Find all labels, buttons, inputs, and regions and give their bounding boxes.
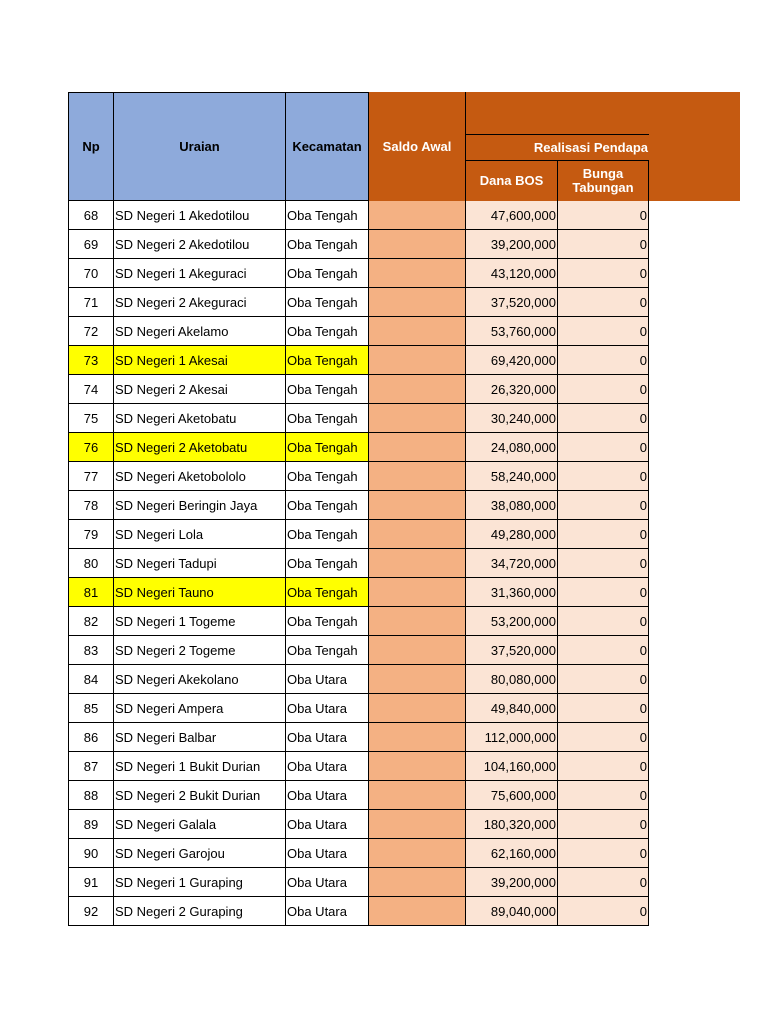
cell-bunga-tabungan[interactable]: 0 xyxy=(557,433,649,462)
cell-saldo-awal[interactable] xyxy=(368,520,465,549)
cell-dana-bos[interactable]: 39,200,000 xyxy=(465,230,557,259)
cell-bunga-tabungan[interactable]: 0 xyxy=(557,723,649,752)
cell-bunga-tabungan[interactable]: 0 xyxy=(557,201,649,230)
cell-bunga-tabungan[interactable]: 0 xyxy=(557,491,649,520)
table-row xyxy=(68,752,648,781)
cell-kecamatan[interactable]: Oba Tengah xyxy=(285,317,368,346)
cell-saldo-awal[interactable] xyxy=(368,375,465,404)
table-row xyxy=(68,723,648,752)
header-uraian[interactable]: Uraian xyxy=(113,92,285,201)
cell-dana-bos[interactable]: 26,320,000 xyxy=(465,375,557,404)
cell-no[interactable]: 73 xyxy=(68,346,113,375)
cell-saldo-awal[interactable] xyxy=(368,868,465,897)
cell-no[interactable]: 82 xyxy=(68,607,113,636)
cell-uraian[interactable]: SD Negeri 1 Akedotilou xyxy=(113,201,285,230)
table-row xyxy=(68,404,648,433)
cell-saldo-awal[interactable] xyxy=(368,433,465,462)
cell-uraian[interactable]: SD Negeri Tauno xyxy=(113,578,285,607)
cell-kecamatan[interactable]: Oba Utara xyxy=(285,752,368,781)
cell-dana-bos[interactable]: 49,840,000 xyxy=(465,694,557,723)
cell-kecamatan[interactable]: Oba Utara xyxy=(285,810,368,839)
header-no[interactable]: Np xyxy=(68,92,113,201)
cell-dana-bos[interactable]: 31,360,000 xyxy=(465,578,557,607)
cell-uraian[interactable]: SD Negeri Tadupi xyxy=(113,549,285,578)
cell-uraian[interactable]: SD Negeri 2 Akedotilou xyxy=(113,230,285,259)
table-row xyxy=(68,259,648,288)
cell-kecamatan[interactable]: Oba Tengah xyxy=(285,549,368,578)
cell-dana-bos[interactable]: 34,720,000 xyxy=(465,549,557,578)
cell-kecamatan[interactable]: Oba Utara xyxy=(285,723,368,752)
cell-bunga-tabungan[interactable]: 0 xyxy=(557,288,649,317)
cell-bunga-tabungan[interactable]: 0 xyxy=(557,665,649,694)
cell-dana-bos[interactable]: 39,200,000 xyxy=(465,868,557,897)
cell-bunga-tabungan[interactable]: 0 xyxy=(557,607,649,636)
cell-no[interactable]: 83 xyxy=(68,636,113,665)
cell-kecamatan[interactable]: Oba Tengah xyxy=(285,259,368,288)
cell-bunga-tabungan[interactable]: 0 xyxy=(557,317,649,346)
cell-bunga-tabungan[interactable]: 0 xyxy=(557,694,649,723)
cell-uraian[interactable]: SD Negeri 2 Akeguraci xyxy=(113,288,285,317)
cell-dana-bos[interactable]: 38,080,000 xyxy=(465,491,557,520)
cell-no[interactable]: 75 xyxy=(68,404,113,433)
cell-saldo-awal[interactable] xyxy=(368,897,465,926)
cell-dana-bos[interactable]: 24,080,000 xyxy=(465,433,557,462)
header-dana-bos[interactable]: Dana BOS xyxy=(465,160,557,201)
cell-saldo-awal[interactable] xyxy=(368,781,465,810)
cell-dana-bos[interactable]: 80,080,000 xyxy=(465,665,557,694)
cell-no[interactable]: 76 xyxy=(68,433,113,462)
cell-uraian[interactable]: SD Negeri 1 Guraping xyxy=(113,868,285,897)
cell-kecamatan[interactable]: Oba Tengah xyxy=(285,288,368,317)
table-row xyxy=(68,317,648,346)
cell-uraian[interactable]: SD Negeri 2 Aketobatu xyxy=(113,433,285,462)
cell-no[interactable]: 79 xyxy=(68,520,113,549)
table-row xyxy=(68,636,648,665)
table-row xyxy=(68,694,648,723)
cell-dana-bos[interactable]: 49,280,000 xyxy=(465,520,557,549)
cell-kecamatan[interactable]: Oba Tengah xyxy=(285,230,368,259)
cell-bunga-tabungan[interactable]: 0 xyxy=(557,897,649,926)
table-row xyxy=(68,549,648,578)
cell-uraian[interactable]: SD Negeri Garojou xyxy=(113,839,285,868)
cell-kecamatan[interactable]: Oba Tengah xyxy=(285,578,368,607)
table-row xyxy=(68,781,648,810)
cell-no[interactable]: 71 xyxy=(68,288,113,317)
cell-dana-bos[interactable]: 75,600,000 xyxy=(465,781,557,810)
table-row xyxy=(68,810,648,839)
cell-no[interactable]: 90 xyxy=(68,839,113,868)
cell-uraian[interactable]: SD Negeri Ampera xyxy=(113,694,285,723)
cell-kecamatan[interactable]: Oba Tengah xyxy=(285,346,368,375)
cell-no[interactable]: 85 xyxy=(68,694,113,723)
cell-no[interactable]: 70 xyxy=(68,259,113,288)
table-row xyxy=(68,346,648,375)
cell-saldo-awal[interactable] xyxy=(368,201,465,230)
cell-kecamatan[interactable]: Oba Tengah xyxy=(285,462,368,491)
cell-saldo-awal[interactable] xyxy=(368,230,465,259)
cell-uraian[interactable]: SD Negeri 1 Akesai xyxy=(113,346,285,375)
cell-kecamatan[interactable]: Oba Utara xyxy=(285,694,368,723)
cell-uraian[interactable]: SD Negeri Akelamo xyxy=(113,317,285,346)
cell-uraian[interactable]: SD Negeri 1 Akeguraci xyxy=(113,259,285,288)
table-row xyxy=(68,520,648,549)
table-row xyxy=(68,375,648,404)
cell-saldo-awal[interactable] xyxy=(368,578,465,607)
table-row xyxy=(68,578,648,607)
cell-bunga-tabungan[interactable]: 0 xyxy=(557,781,649,810)
cell-dana-bos[interactable]: 58,240,000 xyxy=(465,462,557,491)
cell-saldo-awal[interactable] xyxy=(368,752,465,781)
cell-bunga-tabungan[interactable]: 0 xyxy=(557,259,649,288)
cell-kecamatan[interactable]: Oba Utara xyxy=(285,665,368,694)
cell-dana-bos[interactable]: 37,520,000 xyxy=(465,288,557,317)
cell-uraian[interactable]: SD Negeri 2 Akesai xyxy=(113,375,285,404)
cell-kecamatan[interactable]: Oba Tengah xyxy=(285,201,368,230)
cell-bunga-tabungan[interactable]: 0 xyxy=(557,346,649,375)
cell-kecamatan[interactable]: Oba Tengah xyxy=(285,607,368,636)
cell-uraian[interactable]: SD Negeri 2 Guraping xyxy=(113,897,285,926)
cell-kecamatan[interactable]: Oba Utara xyxy=(285,781,368,810)
cell-bunga-tabungan[interactable]: 0 xyxy=(557,375,649,404)
cell-saldo-awal[interactable] xyxy=(368,810,465,839)
cell-saldo-awal[interactable] xyxy=(368,607,465,636)
header-saldo-awal[interactable]: Saldo Awal xyxy=(368,92,465,201)
cell-kecamatan[interactable]: Oba Tengah xyxy=(285,375,368,404)
cell-no[interactable]: 80 xyxy=(68,549,113,578)
cell-uraian[interactable]: SD Negeri Aketobatu xyxy=(113,404,285,433)
cell-saldo-awal[interactable] xyxy=(368,665,465,694)
cell-no[interactable]: 74 xyxy=(68,375,113,404)
cell-no[interactable]: 81 xyxy=(68,578,113,607)
cell-kecamatan[interactable]: Oba Utara xyxy=(285,839,368,868)
cell-uraian[interactable]: SD Negeri Akekolano xyxy=(113,665,285,694)
cell-kecamatan[interactable]: Oba Tengah xyxy=(285,520,368,549)
cell-saldo-awal[interactable] xyxy=(368,491,465,520)
cell-uraian[interactable]: SD Negeri 1 Togeme xyxy=(113,607,285,636)
cell-dana-bos[interactable]: 53,200,000 xyxy=(465,607,557,636)
cell-no[interactable]: 92 xyxy=(68,897,113,926)
cell-saldo-awal[interactable] xyxy=(368,839,465,868)
cell-bunga-tabungan[interactable]: 0 xyxy=(557,520,649,549)
cell-no[interactable]: 84 xyxy=(68,665,113,694)
table-row xyxy=(68,433,648,462)
table-row xyxy=(68,665,648,694)
cell-saldo-awal[interactable] xyxy=(368,636,465,665)
cell-dana-bos[interactable]: 112,000,000 xyxy=(465,723,557,752)
cell-dana-bos[interactable]: 69,420,000 xyxy=(465,346,557,375)
header-bunga-tabungan[interactable]: Bunga Tabungan xyxy=(557,160,649,201)
cell-bunga-tabungan[interactable]: 0 xyxy=(557,549,649,578)
header-group-realisasi[interactable]: Realisasi Pendapa xyxy=(465,134,649,160)
cell-uraian[interactable]: SD Negeri 2 Togeme xyxy=(113,636,285,665)
cell-uraian[interactable]: SD Negeri 1 Bukit Durian xyxy=(113,752,285,781)
table-row xyxy=(68,491,648,520)
cell-bunga-tabungan[interactable]: 0 xyxy=(557,404,649,433)
header-extension xyxy=(649,134,740,201)
cell-bunga-tabungan[interactable]: 0 xyxy=(557,810,649,839)
cell-no[interactable]: 69 xyxy=(68,230,113,259)
header-top-band xyxy=(465,92,740,134)
cell-no[interactable]: 88 xyxy=(68,781,113,810)
cell-no[interactable]: 68 xyxy=(68,201,113,230)
cell-bunga-tabungan[interactable]: 0 xyxy=(557,839,649,868)
table-row xyxy=(68,868,648,897)
cell-bunga-tabungan[interactable]: 0 xyxy=(557,462,649,491)
cell-no[interactable]: 87 xyxy=(68,752,113,781)
cell-no[interactable]: 77 xyxy=(68,462,113,491)
header-kecamatan[interactable]: Kecamatan xyxy=(285,92,368,201)
cell-bunga-tabungan[interactable]: 0 xyxy=(557,868,649,897)
cell-saldo-awal[interactable] xyxy=(368,288,465,317)
table-row xyxy=(68,607,648,636)
cell-no[interactable]: 89 xyxy=(68,810,113,839)
table-row xyxy=(68,897,648,926)
cell-saldo-awal[interactable] xyxy=(368,462,465,491)
cell-no[interactable]: 78 xyxy=(68,491,113,520)
cell-dana-bos[interactable]: 180,320,000 xyxy=(465,810,557,839)
cell-dana-bos[interactable]: 104,160,000 xyxy=(465,752,557,781)
cell-uraian[interactable]: SD Negeri Galala xyxy=(113,810,285,839)
cell-uraian[interactable]: SD Negeri Lola xyxy=(113,520,285,549)
cell-uraian[interactable]: SD Negeri Balbar xyxy=(113,723,285,752)
cell-saldo-awal[interactable] xyxy=(368,723,465,752)
cell-saldo-awal[interactable] xyxy=(368,259,465,288)
table-row xyxy=(68,230,648,259)
cell-dana-bos[interactable]: 37,520,000 xyxy=(465,636,557,665)
cell-kecamatan[interactable]: Oba Utara xyxy=(285,897,368,926)
table-row xyxy=(68,288,648,317)
cell-no[interactable]: 72 xyxy=(68,317,113,346)
table-row xyxy=(68,462,648,491)
cell-bunga-tabungan[interactable]: 0 xyxy=(557,636,649,665)
cell-dana-bos[interactable]: 62,160,000 xyxy=(465,839,557,868)
cell-dana-bos[interactable]: 47,600,000 xyxy=(465,201,557,230)
cell-dana-bos[interactable]: 89,040,000 xyxy=(465,897,557,926)
cell-saldo-awal[interactable] xyxy=(368,694,465,723)
table-row xyxy=(68,201,648,230)
cell-kecamatan[interactable]: Oba Tengah xyxy=(285,404,368,433)
cell-dana-bos[interactable]: 43,120,000 xyxy=(465,259,557,288)
cell-kecamatan[interactable]: Oba Tengah xyxy=(285,636,368,665)
cell-bunga-tabungan[interactable]: 0 xyxy=(557,752,649,781)
cell-dana-bos[interactable]: 30,240,000 xyxy=(465,404,557,433)
cell-bunga-tabungan[interactable]: 0 xyxy=(557,578,649,607)
cell-saldo-awal[interactable] xyxy=(368,549,465,578)
cell-no[interactable]: 86 xyxy=(68,723,113,752)
table-row xyxy=(68,839,648,868)
cell-dana-bos[interactable]: 53,760,000 xyxy=(465,317,557,346)
cell-uraian[interactable]: SD Negeri 2 Bukit Durian xyxy=(113,781,285,810)
cell-saldo-awal[interactable] xyxy=(368,317,465,346)
cell-saldo-awal[interactable] xyxy=(368,404,465,433)
cell-uraian[interactable]: SD Negeri Aketobololo xyxy=(113,462,285,491)
cell-kecamatan[interactable]: Oba Utara xyxy=(285,868,368,897)
cell-kecamatan[interactable]: Oba Tengah xyxy=(285,491,368,520)
cell-kecamatan[interactable]: Oba Tengah xyxy=(285,433,368,462)
cell-bunga-tabungan[interactable]: 0 xyxy=(557,230,649,259)
cell-no[interactable]: 91 xyxy=(68,868,113,897)
cell-saldo-awal[interactable] xyxy=(368,346,465,375)
cell-uraian[interactable]: SD Negeri Beringin Jaya xyxy=(113,491,285,520)
